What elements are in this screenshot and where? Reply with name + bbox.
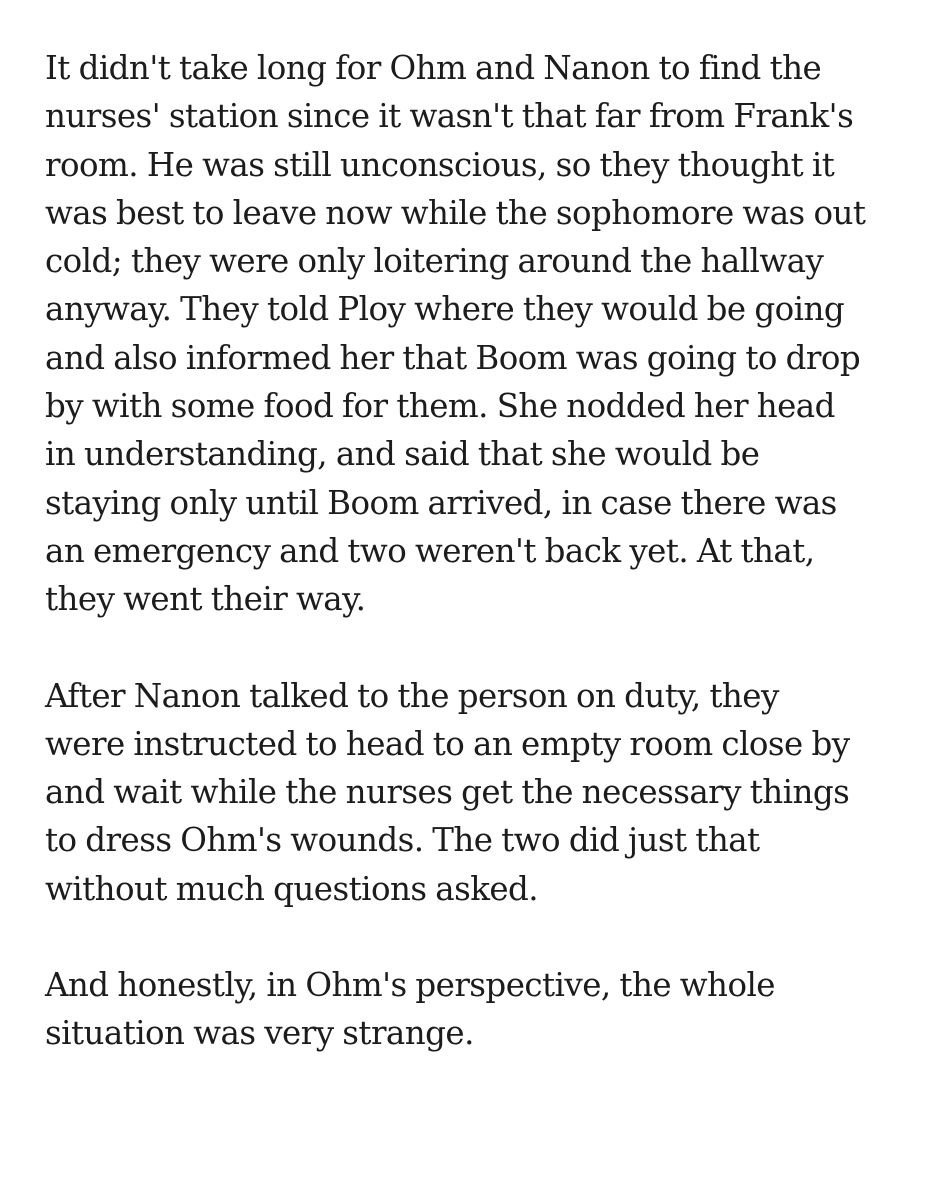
text-line: they went their way. <box>45 580 366 619</box>
text-line: staying only until Boom arrived, in case there was <box>45 483 837 522</box>
text-line: And honestly, in Ohm's perspective, the whole <box>45 966 775 1005</box>
text-line: in understanding, and said that she would be <box>45 435 760 474</box>
text-line: room. He was still unconscious, so they thought it <box>45 145 835 184</box>
paragraph-2 <box>45 672 890 913</box>
text-line: nurses' station since it wasn't that far from Frank's <box>45 97 854 136</box>
text-line: by with some food for them. She nodded her head <box>45 387 835 426</box>
text-line: situation was very strange. <box>45 1014 474 1053</box>
text-line: and also informed her that Boom was going to drop <box>45 338 861 377</box>
text-line: was best to leave now while the sophomore was out <box>45 193 866 232</box>
text-line: cold; they were only loitering around the hallway <box>45 242 824 281</box>
text-line: an emergency and two weren't back yet. At that, <box>45 531 815 570</box>
text-line: without much questions asked. <box>45 869 539 908</box>
paragraph-3 <box>45 961 890 1058</box>
paragraph-1 <box>45 44 890 624</box>
text-line: were instructed to head to an empty room close by <box>45 724 850 763</box>
text-line: to dress Ohm's wounds. The two did just that <box>45 821 760 860</box>
text-line: It didn't take long for Ohm and Nanon to find the <box>45 49 822 87</box>
text-line: and wait while the nurses get the necessary things <box>45 773 850 812</box>
text-line: After Nanon talked to the person on duty, they <box>45 676 779 715</box>
text-line: anyway. They told Ploy where they would be going <box>45 290 845 329</box>
